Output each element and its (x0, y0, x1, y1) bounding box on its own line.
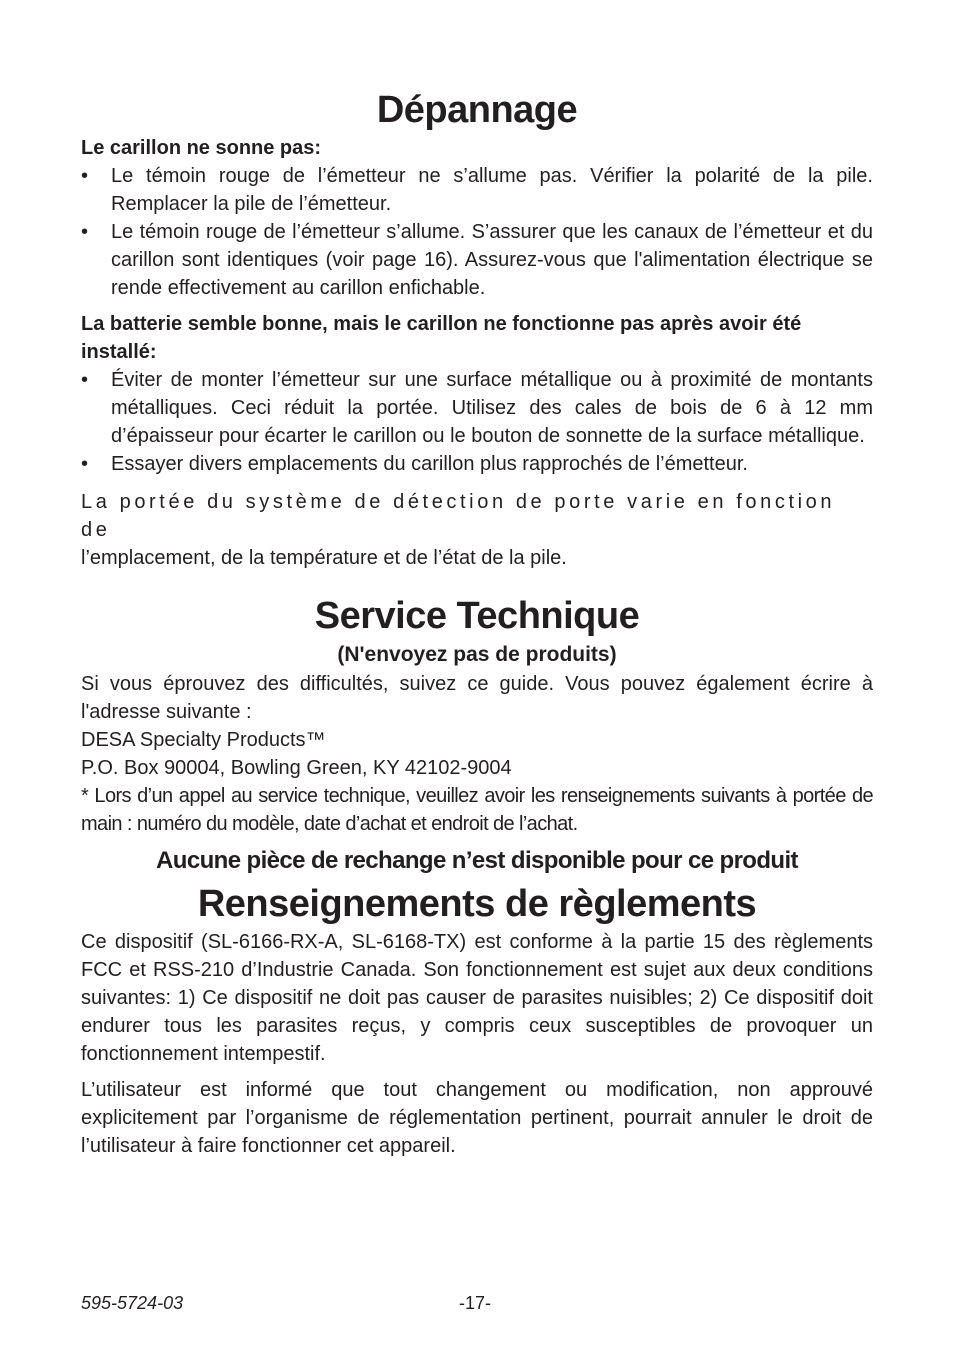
list-item (81, 450, 873, 478)
service-section (81, 592, 873, 878)
service-intro: Si vous éprouvez des difficultés, suivez ce guide. Vous pouvez également écrire à l'adresse suivante : (81, 673, 873, 723)
chime-not-ringing-list (81, 162, 873, 302)
service-note: * Lors d’un appel au service technique, veuillez avoir les renseignements suivants à portée de main : numéro du modèle, date d’achat et endroit de l’achat. (81, 785, 873, 835)
question-chime-not-ringing: Le carillon ne sonne pas: (81, 137, 322, 159)
question-battery-ok: La batterie semble bonne, mais le carillon ne fonctionne pas après avoir été installé: (81, 313, 802, 363)
bullet-icon: • (81, 165, 89, 187)
list-item (81, 162, 873, 218)
troubleshooting-section (81, 86, 873, 572)
company-name: DESA Specialty Products™ (81, 729, 326, 751)
list-item-text: Essayer divers emplacements du carillon plus rapprochés de l’émetteur. (111, 453, 748, 475)
bullet-icon: • (81, 369, 89, 391)
list-item-text: Éviter de monter l’émetteur sur une surface métallique ou à proximité de montants métalliques. Ceci réduit la portée. Utilisez des cales de bois de 6 à 12 mm d’épaisseur pour écarter le carillon ou le bouton de sonnette de la surface métallique. (111, 369, 873, 447)
mailing-address: P.O. Box 90004, Bowling Green, KY 42102-9004 (81, 757, 512, 779)
document-number: 595-5724-03 (81, 1293, 184, 1313)
battery-ok-list (81, 366, 873, 478)
regulations-paragraph-2: L’utilisateur est informé que tout changement ou modification, non approuvé explicitement par l’organisme de réglementation pertinent, pourrait annuler le droit de l’utilisateur à faire fonctionner cet appareil. (81, 1079, 873, 1157)
bullet-icon: • (81, 221, 89, 243)
list-item-text: Le témoin rouge de l’émetteur s’allume. S’assurer que les canaux de l’émetteur et du carillon sont identiques (voir page 16). Assurez-vous que l'alimentation électrique se rende effectivement au carillon enfichable. (111, 221, 873, 299)
page-number: -17- (459, 1293, 492, 1313)
range-line-1: La portée du système de détection de porte varie en fonction de (81, 491, 836, 541)
range-paragraph (81, 488, 873, 572)
service-title: Service Technique (314, 595, 640, 637)
list-item (81, 218, 873, 302)
list-item-text: Le témoin rouge de l’émetteur ne s’allume pas. Vérifier la polarité de la pile. Remplacer la pile de l’émetteur. (111, 165, 873, 215)
regulations-title: Renseignements de règlements (197, 883, 757, 925)
troubleshooting-title: Dépannage (376, 89, 578, 131)
range-line-2: l’emplacement, de la température et de l’état de la pile. (81, 547, 567, 569)
document-page (81, 84, 873, 1160)
regulations-paragraph-1: Ce dispositif (SL-6166-RX-A, SL-6168-TX) est conforme à la partie 15 des règlements FCC et RSS-210 d’Industrie Canada. Son fonctionnement est sujet aux deux conditions suivantes: 1) Ce dispositif ne doit pas causer de parasites nuisibles; 2) Ce dispositif doit endurer tous les parasites reçus, y compris ceux susceptibles de provoquer un fonctionnement intempestif. (81, 931, 873, 1065)
parts-notice: Aucune pièce de rechange n’est disponible pour ce produit (156, 847, 798, 874)
bullet-icon: • (81, 453, 89, 475)
regulations-section (81, 880, 873, 1160)
list-item (81, 366, 873, 450)
service-subtitle: (N'envoyez pas de produits) (337, 643, 617, 666)
